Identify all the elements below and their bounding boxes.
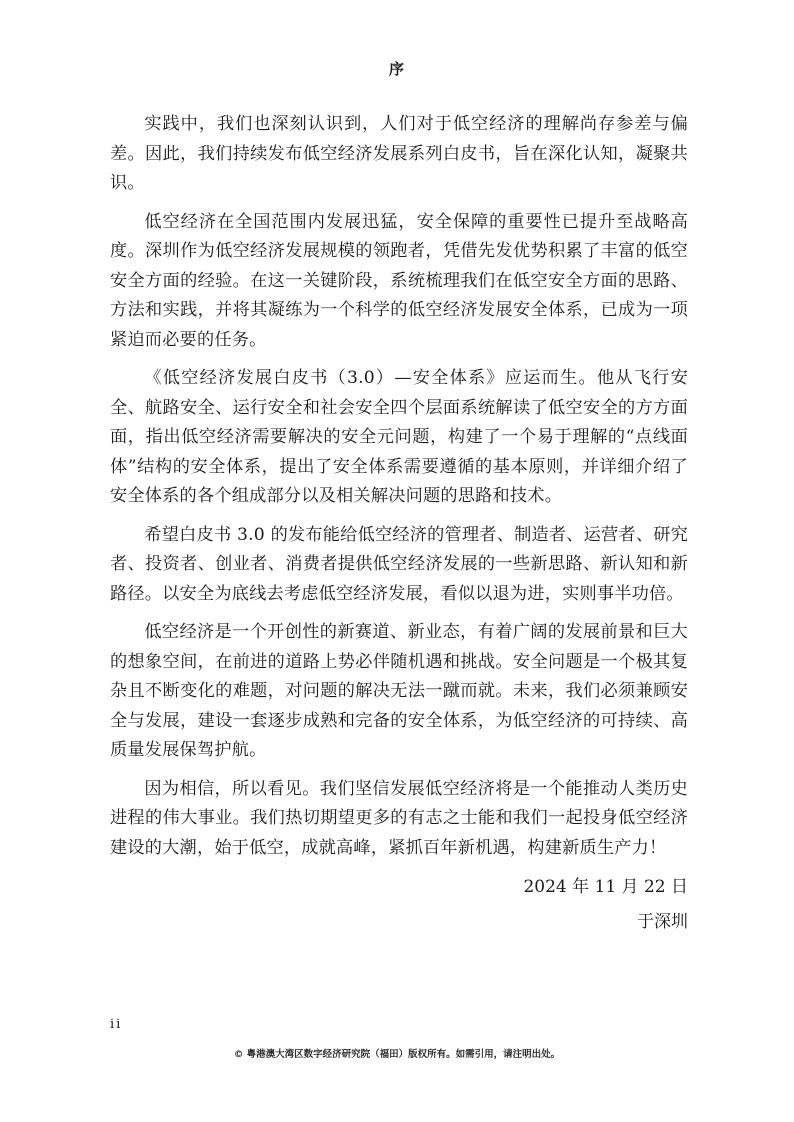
page-number: ii xyxy=(110,1017,123,1032)
paragraph: 因为相信，所以看见。我们坚信发展低空经济将是一个能推动人类历史进程的伟大事业。我们热切期望更多的有志之士能和我们一起投身低空经济建设的大潮，始于低空，成就高峰，紧抓百年新机遇，构建新质生产力！ xyxy=(110,778,688,858)
signature-date: 2024 年 11 月 22 日 xyxy=(523,877,688,897)
copyright-footer: © 粤港澳大湾区数字经济研究院（福田）版权所有。如需引用，请注明出处。 xyxy=(233,1049,561,1060)
paragraph: 《低空经济发展白皮书（3.0）—安全体系》应运而生。他从飞行安全、航路安全、运行安全和社会安全四个层面系统解读了低空安全的方方面面，指出低空经济需要解决的安全元问题，构建了一个易于理解的“点线面体”结构的安全体系，提出了安全体系需要遵循的基本原则，并详细介绍了安全体系的各个组成部分以及相关解决问题的思路和技术。 xyxy=(110,368,688,506)
paragraph: 低空经济在全国范围内发展迅猛，安全保障的重要性已提升至战略高度。深圳作为低空经济发展规模的领跑者，凭借先发优势积累了丰富的低空安全方面的经验。在这一关键阶段，系统梳理我们在低空安全方面的思路、方法和实践，并将其凝练为一个科学的低空经济发展安全体系，已成为一项紧迫而必要的任务。 xyxy=(110,211,688,350)
page-title: 序 xyxy=(388,60,405,78)
paragraph: 希望白皮书 3.0 的发布能给低空经济的管理者、制造者、运营者、研究者、投资者、创业者、消费者提供低空经济发展的一些新思路、新认知和新路径。以安全为底线去考虑低空经济发展，看似以退为进，实则事半功倍。 xyxy=(110,524,688,604)
signature-place: 于深圳 xyxy=(637,912,688,932)
preface-body xyxy=(110,110,688,872)
paragraph: 低空经济是一个开创性的新赛道、新业态，有着广阔的发展前景和巨大的想象空间，在前进的道路上势必伴随机遇和挑战。安全问题是一个极其复杂且不断变化的难题，对问题的解决无法一蹴而就。未来，我们必须兼顾安全与发展，建设一套逐步成熟和完备的安全体系，为低空经济的可持续、高质量发展保驾护航。 xyxy=(110,622,688,760)
paragraph: 实践中，我们也深刻认识到，人们对于低空经济的理解尚存参差与偏差。因此，我们持续发布低空经济发展系列白皮书，旨在深化认知，凝聚共识。 xyxy=(110,114,688,193)
